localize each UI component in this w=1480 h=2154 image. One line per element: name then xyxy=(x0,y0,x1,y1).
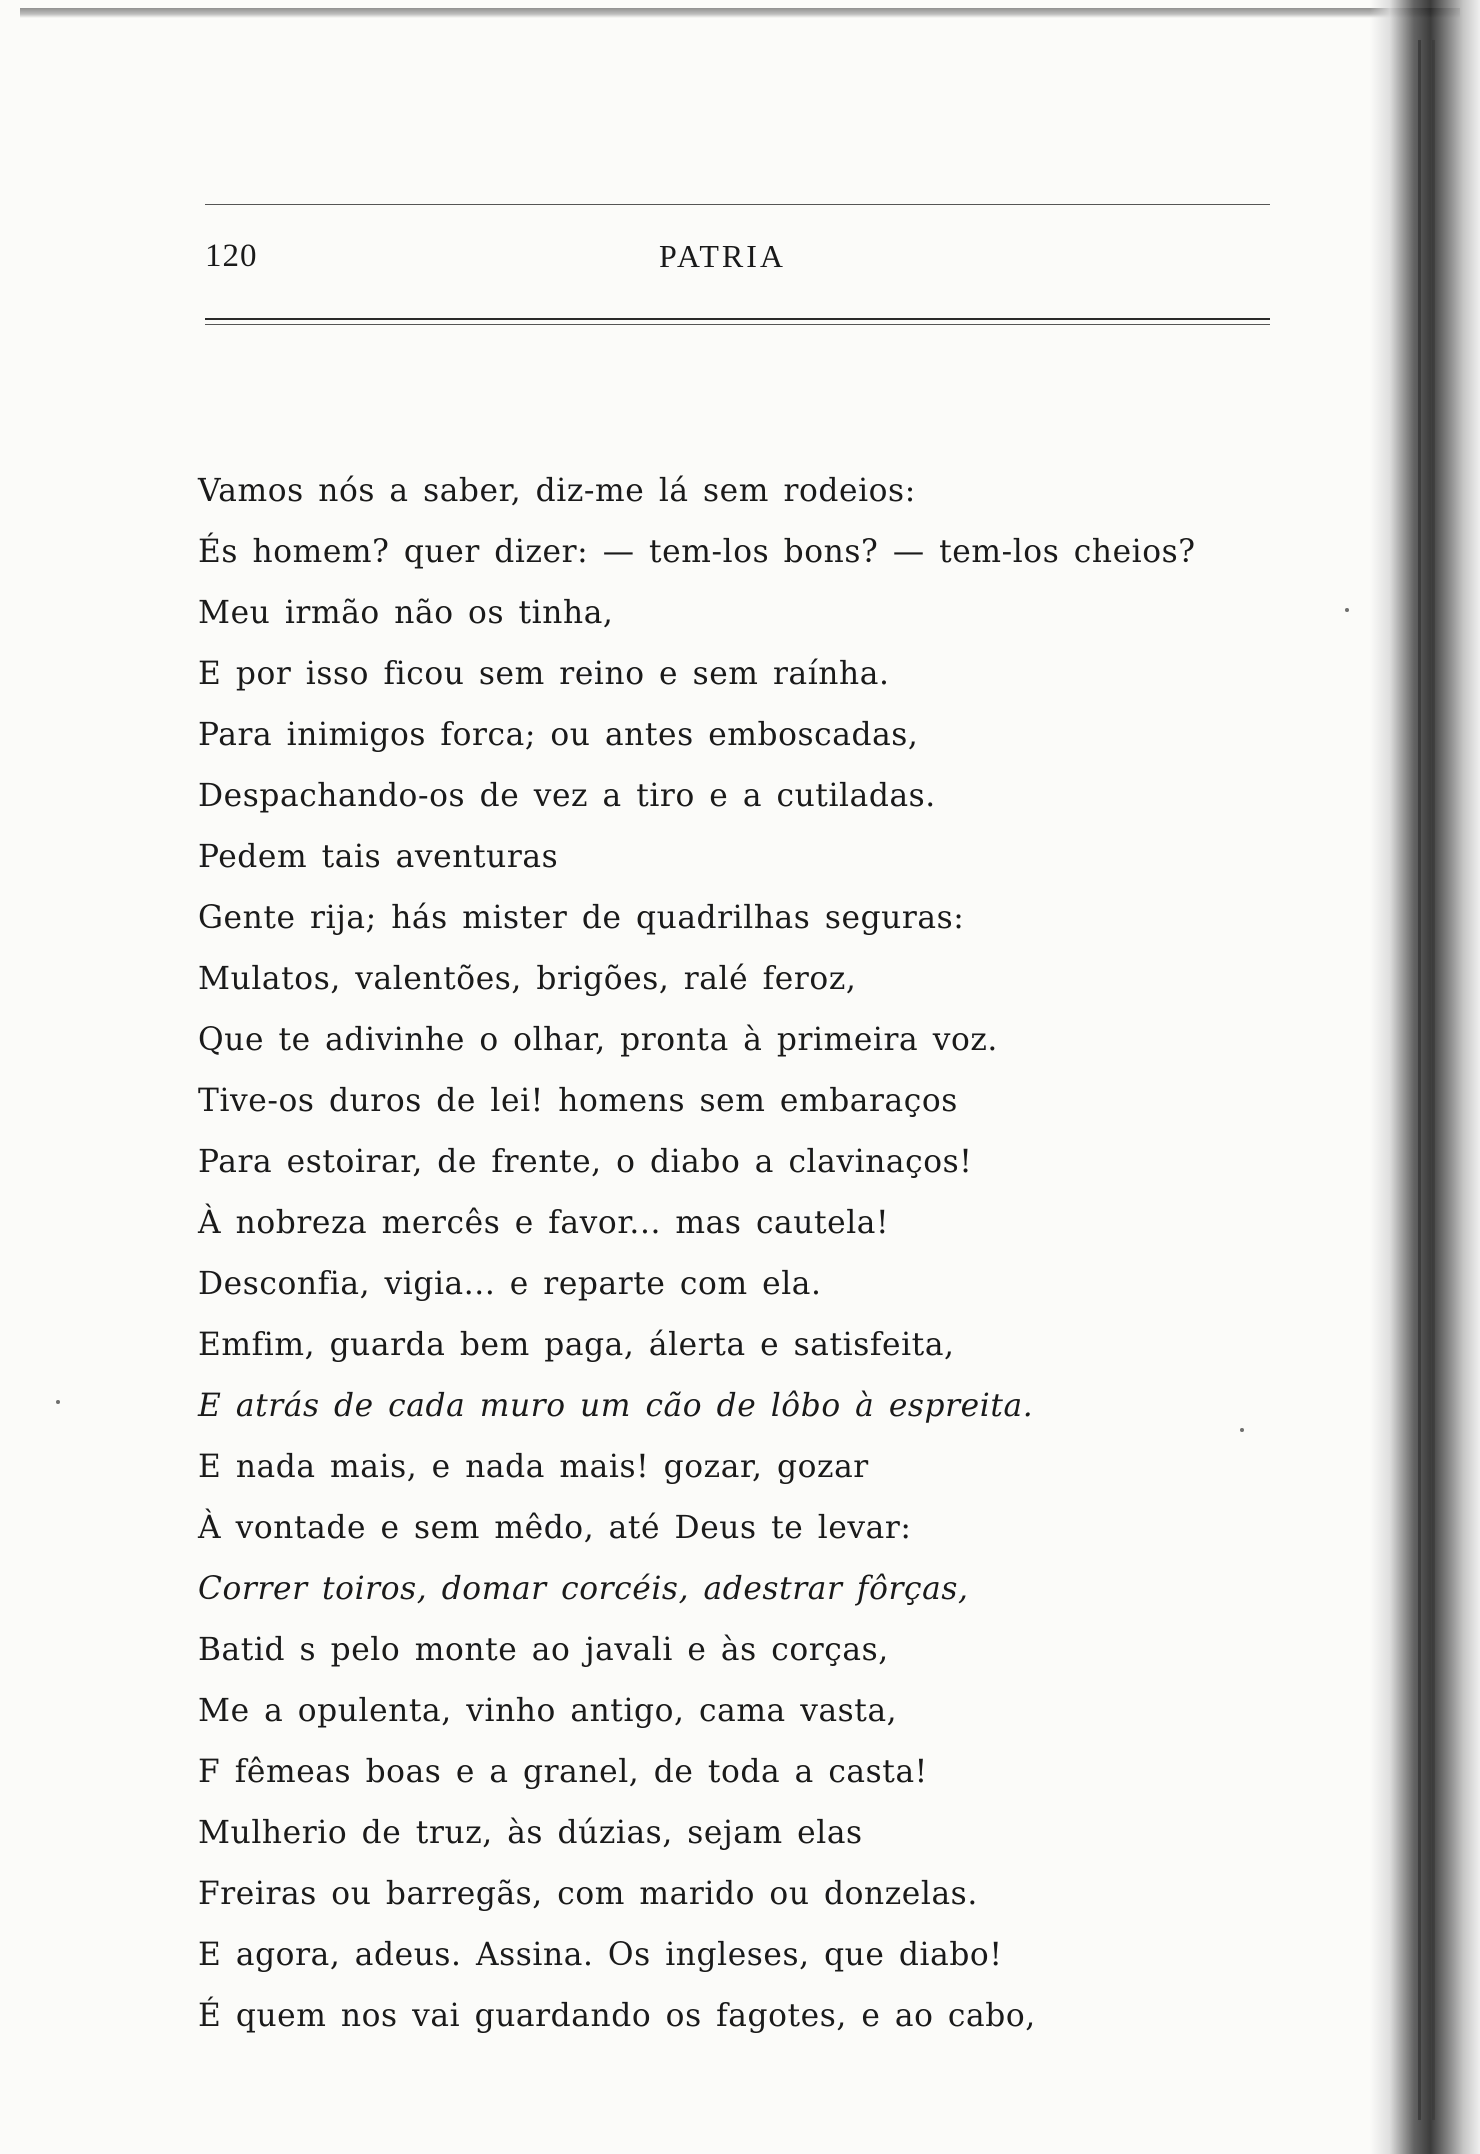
scan-top-edge-shadow xyxy=(20,8,1460,18)
poem-line: Correr toiros, domar corcéis, adestrar fôrças, xyxy=(198,1569,969,1607)
poem-line: Tive-os duros de lei! homens sem embaraços xyxy=(198,1081,958,1119)
poem-line: Pedem tais aventuras xyxy=(198,837,559,875)
poem-line: Para inimigos forca; ou antes emboscadas, xyxy=(198,715,919,753)
header-rule-bottom xyxy=(205,318,1270,320)
ink-speck xyxy=(1345,608,1349,612)
poem-body xyxy=(198,460,1298,2046)
poem-line: Despachando-os de vez a tiro e a cutiladas. xyxy=(198,776,936,814)
poem-line: Mulatos, valentões, brigões, ralé feroz, xyxy=(198,959,857,997)
poem-line: À vontade e sem mêdo, até Deus te levar: xyxy=(198,1508,912,1546)
poem-line: Me a opulenta, vinho antigo, cama vasta, xyxy=(198,1691,898,1729)
running-head: PATRIA xyxy=(658,238,787,274)
poem-line: Meu irmão não os tinha, xyxy=(198,593,614,631)
poem-line: F fêmeas boas e a granel, de toda a casta! xyxy=(198,1752,928,1790)
poem-line: E nada mais, e nada mais! gozar, gozar xyxy=(198,1447,869,1485)
poem-line: Gente rija; hás mister de quadrilhas seguras: xyxy=(198,898,965,936)
header-rule-bottom-thin xyxy=(205,324,1270,325)
ink-speck xyxy=(1240,1428,1244,1432)
ink-speck xyxy=(56,1400,60,1404)
poem-line: Mulherio de truz, às dúzias, sejam elas xyxy=(198,1813,863,1851)
page-header xyxy=(205,238,1270,278)
poem-line: E agora, adeus. Assina. Os ingleses, que diabo! xyxy=(198,1935,1003,1973)
poem-line: Que te adivinhe o olhar, pronta à primeira voz. xyxy=(198,1020,998,1058)
poem-line: Desconfia, vigia... e reparte com ela. xyxy=(198,1264,822,1302)
poem-line: Freiras ou barregãs, com marido ou donzelas. xyxy=(198,1874,978,1912)
poem-line: Batid s pelo monte ao javali e às corças, xyxy=(198,1630,889,1668)
poem-line: Vamos nós a saber, diz-me lá sem rodeios: xyxy=(198,471,916,509)
poem-line: És homem? quer dizer: — tem-los bons? — tem-los cheios? xyxy=(198,532,1196,570)
page-number: 120 xyxy=(205,238,258,274)
header-rule-top xyxy=(205,204,1270,205)
poem-line: Emfim, guarda bem paga, álerta e satisfeita, xyxy=(198,1325,955,1363)
book-spine-shadow xyxy=(1370,0,1480,2154)
poem-line: À nobreza mercês e favor... mas cautela! xyxy=(198,1203,890,1241)
poem-line: É quem nos vai guardando os fagotes, e ao cabo, xyxy=(198,1996,1036,2034)
spine-crease-line xyxy=(1432,40,1435,2120)
poem-line: E por isso ficou sem reino e sem raínha. xyxy=(198,654,890,692)
spine-crease-line xyxy=(1418,40,1421,2120)
poem-line: E atrás de cada muro um cão de lôbo à espreita. xyxy=(198,1386,1034,1424)
poem-line: Para estoirar, de frente, o diabo a clavinaços! xyxy=(198,1142,973,1180)
